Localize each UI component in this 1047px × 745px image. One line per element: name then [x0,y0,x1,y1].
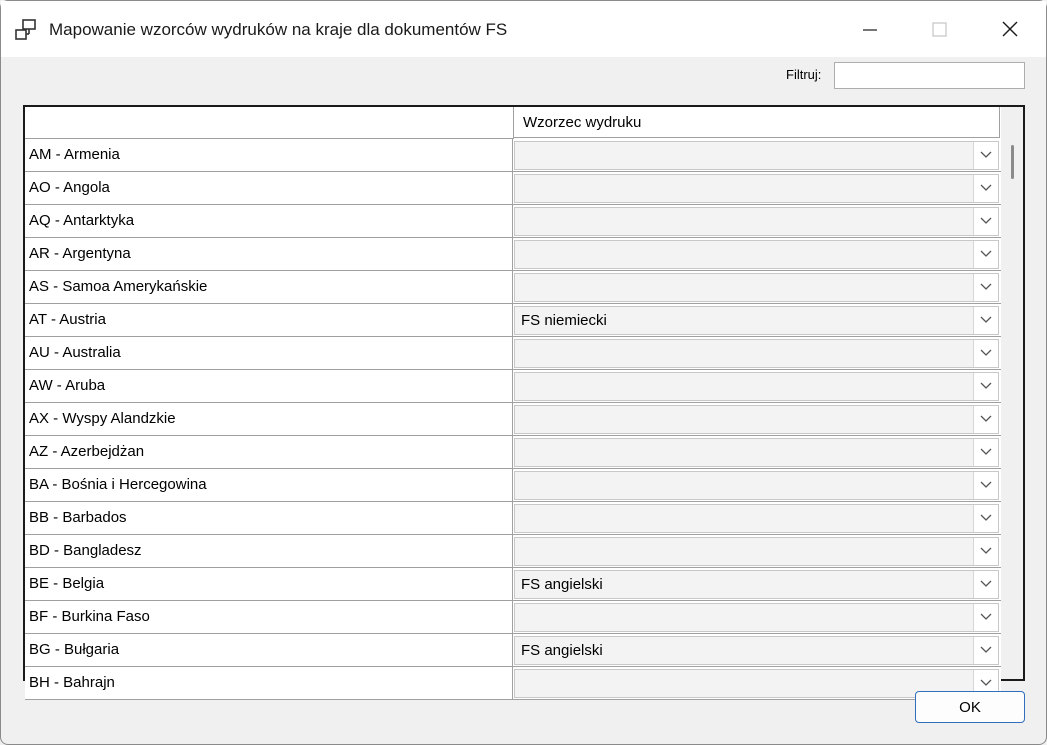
country-template-grid [23,105,1025,691]
chevron-down-icon[interactable] [973,538,998,565]
table-row[interactable] [25,634,1001,667]
table-row[interactable] [25,370,1001,403]
country-cell[interactable]: AS - Samoa Amerykańskie [25,271,513,304]
filter-input[interactable] [834,62,1025,89]
table-row[interactable] [25,172,1001,205]
template-cell [513,601,1001,634]
template-cell [513,469,1001,502]
chevron-down-icon[interactable] [973,637,998,664]
template-cell [513,205,1001,238]
template-select[interactable] [514,636,999,665]
maximize-icon [916,5,962,51]
template-select[interactable] [514,141,999,170]
template-cell [513,436,1001,469]
country-cell[interactable]: BB - Barbados [25,502,513,535]
template-cell [513,139,1001,172]
scrollbar-thumb[interactable] [1011,145,1014,179]
table-row[interactable] [25,337,1001,370]
vertical-scrollbar[interactable] [1001,107,1023,679]
country-cell[interactable]: AZ - Azerbejdżan [25,436,513,469]
chevron-down-icon[interactable] [973,604,998,631]
grid-body [25,107,1001,691]
country-cell[interactable]: BH - Bahrajn [25,667,513,700]
template-cell [513,535,1001,568]
template-select[interactable] [514,471,999,500]
chevron-down-icon[interactable] [973,241,998,268]
template-cell [513,634,1001,667]
window-app-icon [14,18,38,42]
country-cell[interactable]: AU - Australia [25,337,513,370]
window-title: Mapowanie wzorców wydruków na kraje dla dokumentów FS [49,20,508,39]
country-cell[interactable]: AT - Austria [25,304,513,337]
grid-header-row [25,107,1001,140]
minimize-icon[interactable] [847,5,893,51]
template-select[interactable] [514,174,999,203]
table-row[interactable] [25,403,1001,436]
template-select[interactable] [514,372,999,401]
country-cell[interactable]: BD - Bangladesz [25,535,513,568]
chevron-down-icon[interactable] [973,472,998,499]
country-cell[interactable]: BE - Belgia [25,568,513,601]
table-row[interactable] [25,271,1001,304]
table-row[interactable] [25,238,1001,271]
template-select[interactable] [514,339,999,368]
table-row[interactable] [25,568,1001,601]
chevron-down-icon[interactable] [973,307,998,334]
country-cell[interactable]: AW - Aruba [25,370,513,403]
chevron-down-icon[interactable] [973,208,998,235]
country-cell[interactable]: BF - Burkina Faso [25,601,513,634]
table-row[interactable] [25,139,1001,172]
template-select[interactable] [514,438,999,467]
country-cell[interactable]: AO - Angola [25,172,513,205]
chevron-down-icon[interactable] [973,340,998,367]
template-select-value: FS niemiecki [521,312,607,329]
table-row[interactable] [25,436,1001,469]
country-cell[interactable]: AQ - Antarktyka [25,205,513,238]
chevron-down-icon[interactable] [973,571,998,598]
column-header-template[interactable]: Wzorzec wydruku [514,107,1000,138]
template-cell [513,238,1001,271]
template-cell [513,172,1001,205]
template-select[interactable] [514,603,999,632]
country-cell[interactable]: BG - Bułgaria [25,634,513,667]
table-row[interactable] [25,469,1001,502]
country-cell[interactable]: BA - Bośnia i Hercegowina [25,469,513,502]
ok-button[interactable]: OK [915,691,1025,723]
template-select[interactable] [514,240,999,269]
country-cell[interactable]: AR - Argentyna [25,238,513,271]
template-select[interactable] [514,273,999,302]
template-select[interactable] [514,306,999,335]
table-row[interactable] [25,535,1001,568]
chevron-down-icon[interactable] [973,406,998,433]
template-cell [513,271,1001,304]
table-row[interactable] [25,667,1001,700]
template-select[interactable] [514,207,999,236]
template-cell [513,403,1001,436]
template-select-value: FS angielski [521,576,603,593]
country-cell[interactable]: AM - Armenia [25,139,513,172]
chevron-down-icon[interactable] [973,373,998,400]
template-cell [513,370,1001,403]
country-cell[interactable]: AX - Wyspy Alandzkie [25,403,513,436]
template-select[interactable] [514,570,999,599]
table-row[interactable] [25,601,1001,634]
template-select[interactable] [514,405,999,434]
table-row[interactable] [25,502,1001,535]
template-cell [513,502,1001,535]
chevron-down-icon[interactable] [973,439,998,466]
template-select[interactable] [514,504,999,533]
chevron-down-icon[interactable] [973,274,998,301]
title-bar[interactable] [1,1,1046,57]
template-cell [513,337,1001,370]
chevron-down-icon[interactable] [973,505,998,532]
template-select[interactable] [514,537,999,566]
close-icon[interactable] [987,5,1033,51]
template-cell [513,304,1001,337]
filter-label: Filtruj: [786,67,822,82]
chevron-down-icon[interactable] [973,175,998,202]
template-select-value: FS angielski [521,642,603,659]
column-header-country[interactable] [25,107,514,139]
chevron-down-icon[interactable] [973,142,998,169]
table-row[interactable] [25,205,1001,238]
table-row[interactable] [25,304,1001,337]
template-cell [513,568,1001,601]
